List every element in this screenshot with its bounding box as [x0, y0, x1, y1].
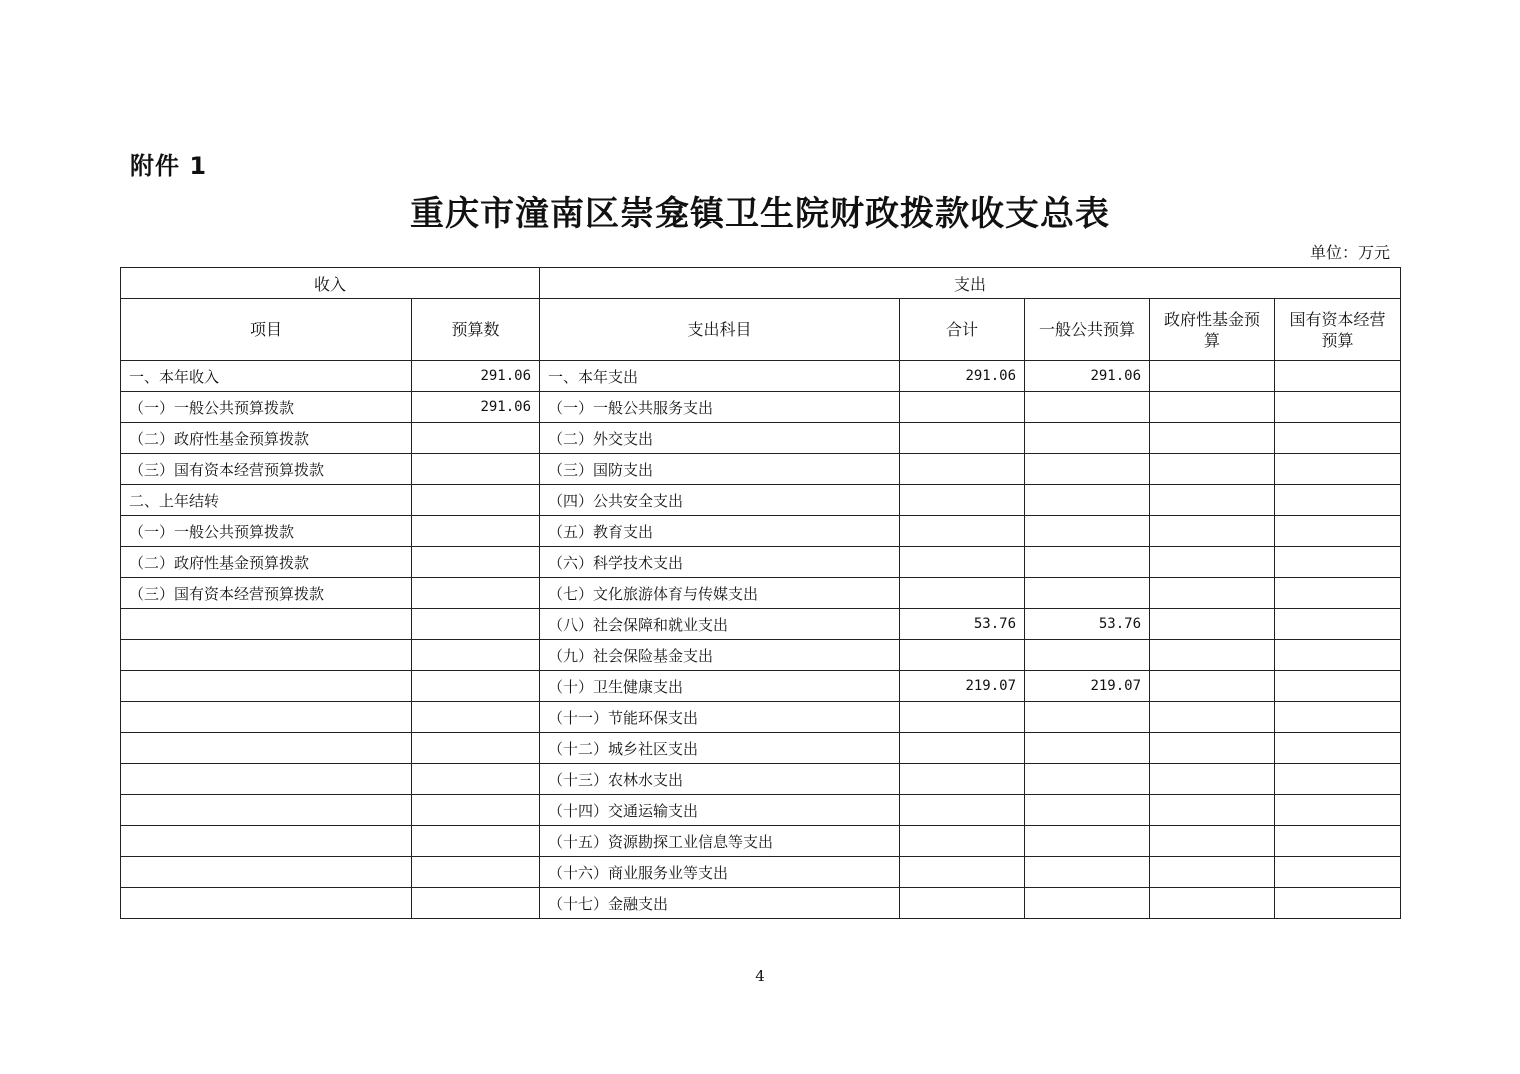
- expense-subject-cell: （九）社会保险基金支出: [540, 640, 900, 671]
- total-cell: [900, 547, 1025, 578]
- income-item-cell: （三）国有资本经营预算拨款: [121, 454, 412, 485]
- state-capital-budget-cell: [1275, 423, 1401, 454]
- total-cell: [900, 516, 1025, 547]
- page-number: 4: [755, 967, 765, 985]
- general-public-budget-cell: [1025, 485, 1150, 516]
- table-row: [121, 578, 1401, 609]
- total-header: 合计: [900, 299, 1025, 361]
- general-public-budget-header: 一般公共预算: [1025, 299, 1150, 361]
- expense-subject-cell: （四）公共安全支出: [540, 485, 900, 516]
- table-row: [121, 826, 1401, 857]
- income-budget-cell: [412, 888, 540, 919]
- income-budget-cell: [412, 795, 540, 826]
- income-item-cell: （一）一般公共预算拨款: [121, 516, 412, 547]
- government-fund-budget-cell: [1150, 609, 1275, 640]
- state-capital-budget-header: 国有资本经营预算: [1275, 299, 1401, 361]
- government-fund-budget-cell: [1150, 392, 1275, 423]
- expense-subject-cell: （十四）交通运输支出: [540, 795, 900, 826]
- income-budget-cell: [412, 516, 540, 547]
- state-capital-budget-cell: [1275, 609, 1401, 640]
- income-budget-cell: [412, 857, 540, 888]
- general-public-budget-cell: [1025, 392, 1150, 423]
- state-capital-budget-cell: [1275, 888, 1401, 919]
- government-fund-budget-cell: [1150, 640, 1275, 671]
- income-budget-cell: [412, 485, 540, 516]
- government-fund-budget-cell: [1150, 454, 1275, 485]
- general-public-budget-cell: [1025, 795, 1150, 826]
- income-budget-cell: [412, 671, 540, 702]
- income-item-cell: [121, 671, 412, 702]
- expense-subject-cell: （一）一般公共服务支出: [540, 392, 900, 423]
- total-cell: [900, 702, 1025, 733]
- income-item-cell: 一、本年收入: [121, 361, 412, 392]
- income-item-cell: [121, 888, 412, 919]
- expense-subject-cell: （八）社会保障和就业支出: [540, 609, 900, 640]
- government-fund-budget-cell: [1150, 485, 1275, 516]
- income-budget-cell: [412, 609, 540, 640]
- table-row: [121, 640, 1401, 671]
- total-cell: [900, 764, 1025, 795]
- income-item-cell: （二）政府性基金预算拨款: [121, 423, 412, 454]
- general-public-budget-cell: [1025, 547, 1150, 578]
- income-budget-cell: [412, 640, 540, 671]
- expense-subject-cell: （十三）农林水支出: [540, 764, 900, 795]
- government-fund-budget-header: 政府性基金预算: [1150, 299, 1275, 361]
- table-row: [121, 361, 1401, 392]
- expense-subject-cell: （十六）商业服务业等支出: [540, 857, 900, 888]
- total-cell: 53.76: [900, 609, 1025, 640]
- expense-subject-cell: （十五）资源勘探工业信息等支出: [540, 826, 900, 857]
- government-fund-budget-cell: [1150, 857, 1275, 888]
- table-row: [121, 485, 1401, 516]
- government-fund-budget-cell: [1150, 888, 1275, 919]
- income-header: 收入: [121, 268, 540, 299]
- state-capital-budget-cell: [1275, 795, 1401, 826]
- item-header: 项目: [121, 299, 412, 361]
- budget-summary-table: [120, 267, 1401, 919]
- table-row: [121, 857, 1401, 888]
- general-public-budget-cell: [1025, 516, 1150, 547]
- state-capital-budget-cell: [1275, 361, 1401, 392]
- government-fund-budget-cell: [1150, 578, 1275, 609]
- state-capital-budget-cell: [1275, 547, 1401, 578]
- table-group-header-row: [121, 268, 1401, 299]
- expense-subject-cell: （六）科学技术支出: [540, 547, 900, 578]
- general-public-budget-cell: 219.07: [1025, 671, 1150, 702]
- total-cell: [900, 485, 1025, 516]
- general-public-budget-cell: 291.06: [1025, 361, 1150, 392]
- unit-label: 单位：万元: [1309, 243, 1390, 262]
- expense-subject-cell: （十二）城乡社区支出: [540, 733, 900, 764]
- general-public-budget-cell: 53.76: [1025, 609, 1150, 640]
- state-capital-budget-cell: [1275, 392, 1401, 423]
- income-item-cell: [121, 795, 412, 826]
- total-cell: [900, 423, 1025, 454]
- income-budget-cell: [412, 547, 540, 578]
- state-capital-budget-cell: [1275, 733, 1401, 764]
- general-public-budget-cell: [1025, 578, 1150, 609]
- total-cell: [900, 888, 1025, 919]
- income-budget-cell: [412, 826, 540, 857]
- general-public-budget-cell: [1025, 826, 1150, 857]
- income-item-cell: [121, 764, 412, 795]
- total-cell: [900, 826, 1025, 857]
- state-capital-budget-cell: [1275, 454, 1401, 485]
- income-budget-cell: [412, 578, 540, 609]
- total-cell: [900, 454, 1025, 485]
- state-capital-budget-cell: [1275, 485, 1401, 516]
- table-row: [121, 733, 1401, 764]
- table-row: [121, 423, 1401, 454]
- table-row: [121, 764, 1401, 795]
- expense-subject-header: 支出科目: [540, 299, 900, 361]
- general-public-budget-cell: [1025, 857, 1150, 888]
- table-column-header-row: [121, 299, 1401, 361]
- general-public-budget-cell: [1025, 640, 1150, 671]
- income-budget-cell: [412, 454, 540, 485]
- total-cell: [900, 857, 1025, 888]
- general-public-budget-cell: [1025, 764, 1150, 795]
- general-public-budget-cell: [1025, 888, 1150, 919]
- total-cell: [900, 640, 1025, 671]
- expense-subject-cell: 一、本年支出: [540, 361, 900, 392]
- total-cell: [900, 392, 1025, 423]
- general-public-budget-cell: [1025, 423, 1150, 454]
- state-capital-budget-cell: [1275, 578, 1401, 609]
- state-capital-budget-cell: [1275, 671, 1401, 702]
- table-row: [121, 671, 1401, 702]
- expense-subject-cell: （二）外交支出: [540, 423, 900, 454]
- state-capital-budget-cell: [1275, 826, 1401, 857]
- income-budget-cell: [412, 423, 540, 454]
- table-row: [121, 702, 1401, 733]
- general-public-budget-cell: [1025, 733, 1150, 764]
- income-budget-cell: [412, 702, 540, 733]
- general-public-budget-cell: [1025, 454, 1150, 485]
- table-row: [121, 547, 1401, 578]
- total-cell: [900, 578, 1025, 609]
- attachment-label: 附件 1: [130, 152, 208, 180]
- income-item-cell: （一）一般公共预算拨款: [121, 392, 412, 423]
- state-capital-budget-cell: [1275, 640, 1401, 671]
- income-item-cell: （二）政府性基金预算拨款: [121, 547, 412, 578]
- state-capital-budget-cell: [1275, 764, 1401, 795]
- government-fund-budget-cell: [1150, 671, 1275, 702]
- income-item-cell: 二、上年结转: [121, 485, 412, 516]
- government-fund-budget-cell: [1150, 547, 1275, 578]
- income-item-cell: [121, 702, 412, 733]
- table-row: [121, 454, 1401, 485]
- government-fund-budget-cell: [1150, 795, 1275, 826]
- income-budget-cell: [412, 733, 540, 764]
- state-capital-budget-cell: [1275, 516, 1401, 547]
- state-capital-budget-cell: [1275, 857, 1401, 888]
- expense-header: 支出: [540, 268, 1401, 299]
- expense-subject-cell: （十一）节能环保支出: [540, 702, 900, 733]
- state-capital-budget-cell: [1275, 702, 1401, 733]
- income-item-cell: [121, 733, 412, 764]
- expense-subject-cell: （十）卫生健康支出: [540, 671, 900, 702]
- table-row: [121, 795, 1401, 826]
- government-fund-budget-cell: [1150, 733, 1275, 764]
- income-item-cell: [121, 857, 412, 888]
- table-row: [121, 609, 1401, 640]
- document-title: 重庆市潼南区崇龛镇卫生院财政拨款收支总表: [410, 194, 1110, 234]
- government-fund-budget-cell: [1150, 764, 1275, 795]
- government-fund-budget-cell: [1150, 361, 1275, 392]
- government-fund-budget-cell: [1150, 516, 1275, 547]
- income-budget-cell: 291.06: [412, 392, 540, 423]
- income-item-cell: [121, 640, 412, 671]
- income-item-cell: [121, 609, 412, 640]
- total-cell: [900, 795, 1025, 826]
- government-fund-budget-cell: [1150, 423, 1275, 454]
- government-fund-budget-cell: [1150, 826, 1275, 857]
- total-cell: 291.06: [900, 361, 1025, 392]
- expense-subject-cell: （五）教育支出: [540, 516, 900, 547]
- government-fund-budget-cell: [1150, 702, 1275, 733]
- income-budget-cell: [412, 764, 540, 795]
- expense-subject-cell: （七）文化旅游体育与传媒支出: [540, 578, 900, 609]
- income-item-cell: （三）国有资本经营预算拨款: [121, 578, 412, 609]
- table-row: [121, 516, 1401, 547]
- income-budget-cell: 291.06: [412, 361, 540, 392]
- general-public-budget-cell: [1025, 702, 1150, 733]
- budget-header: 预算数: [412, 299, 540, 361]
- expense-subject-cell: （三）国防支出: [540, 454, 900, 485]
- total-cell: 219.07: [900, 671, 1025, 702]
- total-cell: [900, 733, 1025, 764]
- expense-subject-cell: （十七）金融支出: [540, 888, 900, 919]
- income-item-cell: [121, 826, 412, 857]
- table-row: [121, 392, 1401, 423]
- table-row: [121, 888, 1401, 919]
